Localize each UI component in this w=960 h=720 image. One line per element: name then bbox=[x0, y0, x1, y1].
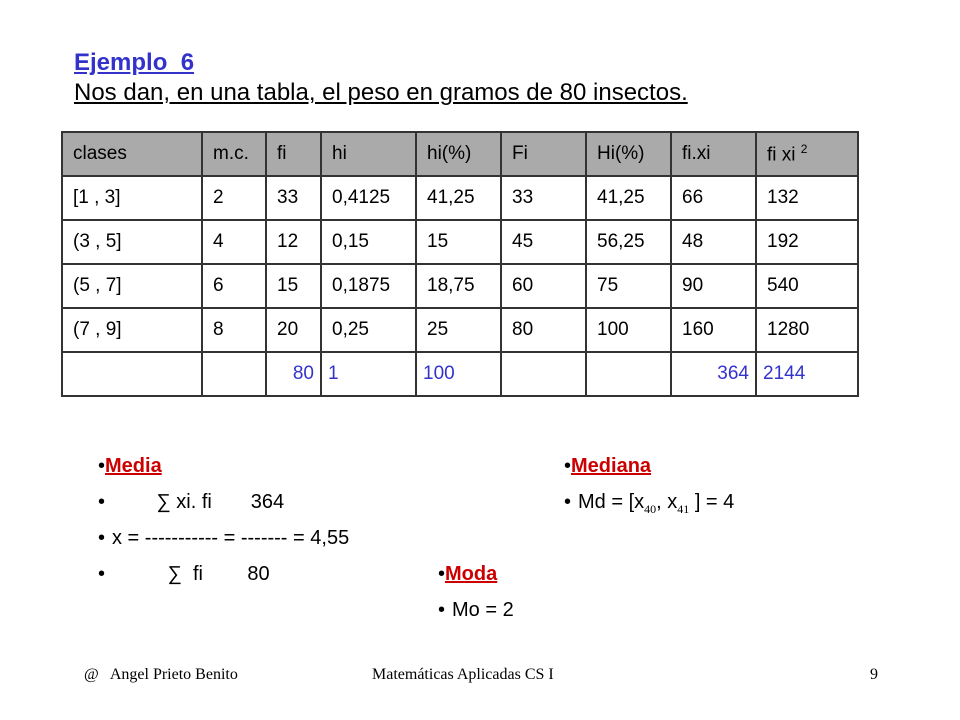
table-header-cell: hi bbox=[321, 132, 416, 176]
table-cell: 90 bbox=[671, 264, 756, 308]
table-cell: 15 bbox=[416, 220, 501, 264]
bullet: • bbox=[98, 455, 106, 477]
frequency-table bbox=[61, 131, 859, 397]
table-cell: 25 bbox=[416, 308, 501, 352]
bullet: • bbox=[564, 491, 572, 513]
mediana-line bbox=[564, 484, 734, 527]
table-row bbox=[62, 220, 858, 264]
table-row bbox=[62, 308, 858, 352]
table-cell: 18,75 bbox=[416, 264, 501, 308]
table-cell: 160 bbox=[671, 308, 756, 352]
table-cell: 45 bbox=[501, 220, 586, 264]
bullet: • bbox=[438, 599, 446, 621]
table-header-cell bbox=[756, 132, 858, 176]
table-header-cell: clases bbox=[62, 132, 202, 176]
totals-cell bbox=[586, 352, 671, 396]
title-block bbox=[74, 48, 688, 108]
table-header-cell: m.c. bbox=[202, 132, 266, 176]
table-cell: 20 bbox=[266, 308, 321, 352]
bullet: • bbox=[564, 455, 572, 477]
table-cell: 540 bbox=[756, 264, 858, 308]
table-cell: 132 bbox=[756, 176, 858, 220]
mediana-prefix: Md = [x bbox=[578, 491, 645, 513]
moda-value: Mo = 2 bbox=[452, 599, 514, 621]
table-cell: 33 bbox=[266, 176, 321, 220]
table-cell: [1 , 3] bbox=[62, 176, 202, 220]
totals-cell: 1 bbox=[321, 352, 416, 396]
table-cell: 15 bbox=[266, 264, 321, 308]
mediana-sub-41: 41 bbox=[677, 502, 690, 516]
table-cell: 8 bbox=[202, 308, 266, 352]
table-cell: 33 bbox=[501, 176, 586, 220]
totals-row bbox=[62, 352, 858, 396]
moda-heading-line bbox=[438, 556, 514, 592]
totals-cell bbox=[62, 352, 202, 396]
page-subtitle: Nos dan, en una tabla, el peso en gramos de 80 insectos. bbox=[74, 79, 688, 106]
media-heading: Media bbox=[105, 455, 162, 477]
mediana-sub-40: 40 bbox=[644, 502, 657, 516]
media-line bbox=[98, 484, 349, 520]
table-header-row bbox=[62, 132, 858, 176]
table-header-cell: hi(%) bbox=[416, 132, 501, 176]
table-cell: 75 bbox=[586, 264, 671, 308]
table-cell: 66 bbox=[671, 176, 756, 220]
moda-heading: Moda bbox=[445, 563, 498, 585]
bullet: • bbox=[98, 563, 106, 585]
table-cell: 6 bbox=[202, 264, 266, 308]
media-block bbox=[98, 448, 349, 592]
mediana-suffix: ] = 4 bbox=[689, 491, 735, 513]
table-row bbox=[62, 176, 858, 220]
media-line bbox=[98, 556, 349, 592]
table-cell: 41,25 bbox=[416, 176, 501, 220]
media-numerator-text: ∑ xi. fi 364 bbox=[156, 491, 285, 513]
mediana-block bbox=[564, 448, 734, 527]
footer-course: Matemáticas Aplicadas CS I bbox=[372, 666, 554, 683]
table-header-cell: Fi bbox=[501, 132, 586, 176]
moda-line bbox=[438, 592, 514, 628]
table-cell: 56,25 bbox=[586, 220, 671, 264]
table-cell: 60 bbox=[501, 264, 586, 308]
table-cell: 80 bbox=[501, 308, 586, 352]
table-cell: 0,4125 bbox=[321, 176, 416, 220]
moda-block bbox=[438, 556, 514, 628]
media-formula: x = ----------- = ------- = 4,55 bbox=[112, 527, 350, 549]
totals-cell bbox=[501, 352, 586, 396]
table-cell: 4 bbox=[202, 220, 266, 264]
bullet: • bbox=[98, 527, 106, 549]
table-cell: (7 , 9] bbox=[62, 308, 202, 352]
table-cell: 100 bbox=[586, 308, 671, 352]
table-cell: 48 bbox=[671, 220, 756, 264]
table-cell: 0,1875 bbox=[321, 264, 416, 308]
totals-cell: 2144 bbox=[756, 352, 858, 396]
table-cell: (3 , 5] bbox=[62, 220, 202, 264]
media-heading-line bbox=[98, 448, 349, 484]
media-denominator bbox=[112, 563, 270, 585]
footer-author: @ Angel Prieto Benito bbox=[84, 666, 238, 683]
media-denominator-text: ∑ fi 80 bbox=[167, 563, 270, 585]
mediana-mid: , x bbox=[656, 491, 678, 513]
mediana-heading-line bbox=[564, 448, 734, 484]
bullet: • bbox=[438, 563, 446, 585]
mediana-heading: Mediana bbox=[571, 455, 652, 477]
page-title[interactable]: Ejemplo_6 bbox=[74, 49, 195, 76]
table-header-cell: Hi(%) bbox=[586, 132, 671, 176]
table-cell: 0,15 bbox=[321, 220, 416, 264]
table-cell: 0,25 bbox=[321, 308, 416, 352]
footer-page-number: 9 bbox=[870, 666, 878, 683]
table-cell: 1280 bbox=[756, 308, 858, 352]
totals-cell: 364 bbox=[671, 352, 756, 396]
totals-cell: 80 bbox=[266, 352, 321, 396]
header-label: fi xi bbox=[767, 144, 796, 166]
table-cell: 192 bbox=[756, 220, 858, 264]
media-numerator bbox=[112, 491, 284, 513]
table-header-cell: fi bbox=[266, 132, 321, 176]
totals-cell bbox=[202, 352, 266, 396]
table-cell: (5 , 7] bbox=[62, 264, 202, 308]
table-cell: 41,25 bbox=[586, 176, 671, 220]
bullet: • bbox=[98, 491, 106, 513]
table-header-cell: fi.xi bbox=[671, 132, 756, 176]
table-cell: 12 bbox=[266, 220, 321, 264]
media-line bbox=[98, 520, 349, 556]
table-cell: 2 bbox=[202, 176, 266, 220]
totals-cell: 100 bbox=[416, 352, 501, 396]
table-row bbox=[62, 264, 858, 308]
exponent: 2 bbox=[800, 141, 808, 156]
